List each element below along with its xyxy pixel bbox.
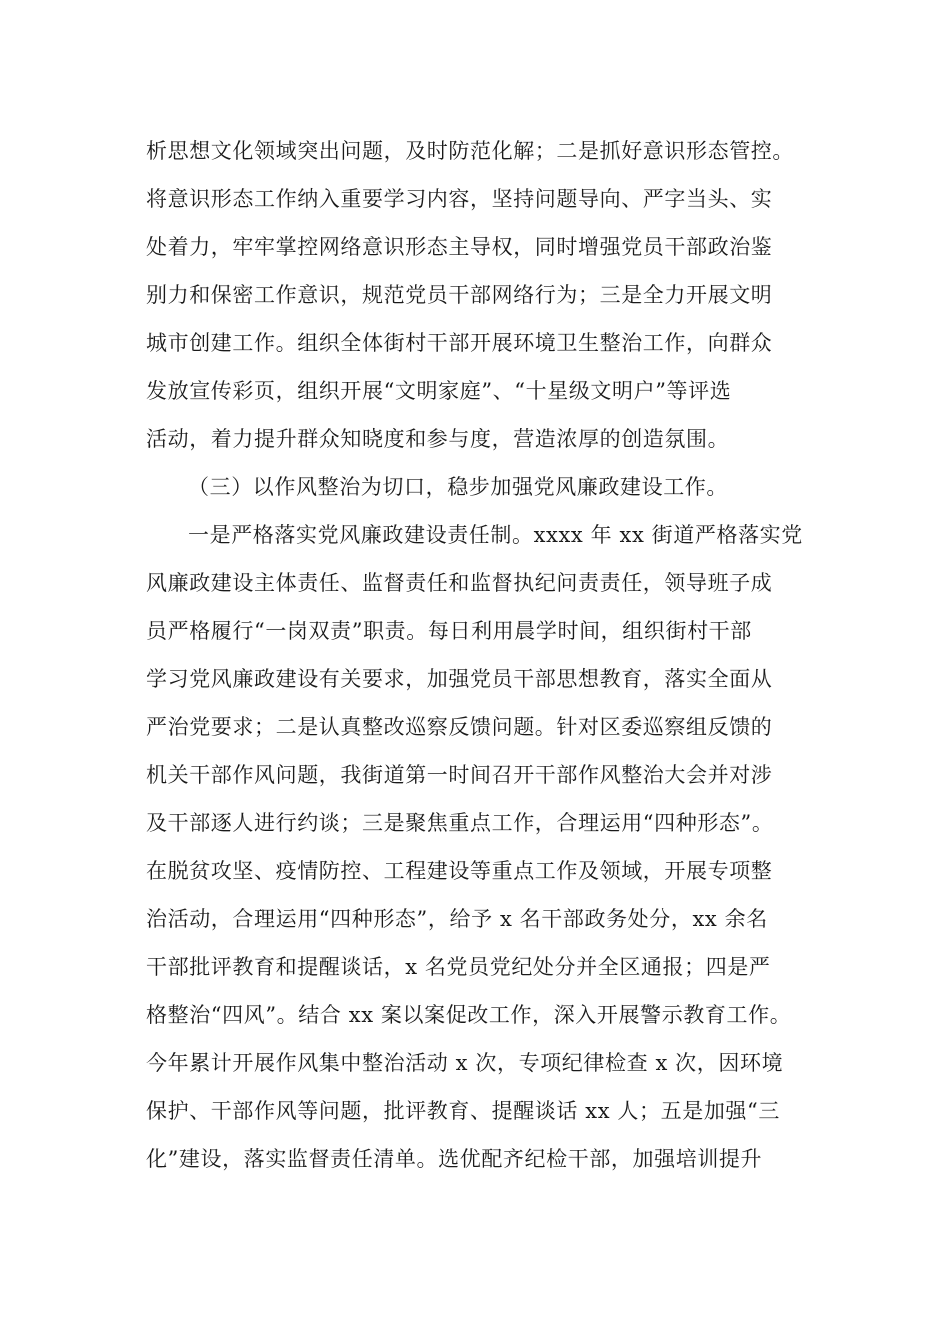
text-line-15: 及干部逐人进行约谈；三是聚焦重点工作，合理运用“四种形态”。 bbox=[146, 811, 774, 835]
text-line-14: 机关干部作风问题，我街道第一时间召开干部作风整治大会并对涉 bbox=[146, 763, 773, 787]
text-line-21: 保护、干部作风等问题，批评教育、提醒谈话 xx 人；五是加强“三 bbox=[146, 1099, 780, 1123]
text-line-5: 城市创建工作。组织全体街村干部开展环境卫生整治工作，向群众 bbox=[146, 331, 773, 355]
text-line-10: 风廉政建设主体责任、监督责任和监督执纪问责责任，领导班子成 bbox=[146, 571, 773, 595]
section-heading: （三）以作风整治为切口，稳步加强党风廉政建设工作。 bbox=[188, 475, 728, 499]
text-line-6: 发放宣传彩页，组织开展“文明家庭”、“十星级文明户”等评选 bbox=[146, 379, 732, 403]
text-line-7: 活动，着力提升群众知晓度和参与度，营造浓厚的创造氛围。 bbox=[146, 427, 730, 451]
text-line-20: 今年累计开展作风集中整治活动 x 次，专项纪律检查 x 次，因环境 bbox=[146, 1051, 784, 1075]
text-line-17: 治活动，合理运用“四种形态”，给予 x 名干部政务处分，xx 余名 bbox=[146, 907, 768, 931]
text-line-1: 析思想文化领域突出问题，及时防范化解；二是抓好意识形态管控。 bbox=[146, 139, 794, 163]
text-line-11: 员严格履行“一岗双责”职责。每日利用晨学时间，组织街村干部 bbox=[146, 619, 752, 643]
text-line-3: 处着力，牢牢掌控网络意识形态主导权，同时增强党员干部政治鉴 bbox=[146, 235, 773, 259]
text-line-16: 在脱贫攻坚、疫情防控、工程建设等重点工作及领域，开展专项整 bbox=[146, 859, 773, 883]
text-line-22: 化”建设，落实监督责任清单。选优配齐纪检干部，加强培训提升 bbox=[146, 1147, 763, 1171]
text-line-2: 将意识形态工作纳入重要学习内容，坚持问题导向、严字当头、实 bbox=[146, 187, 773, 211]
text-line-13: 严治党要求；二是认真整改巡察反馈问题。针对区委巡察组反馈的 bbox=[146, 715, 773, 739]
text-line-9: 一是严格落实党风廉政建设责任制。xxxx 年 xx 街道严格落实党 bbox=[188, 523, 803, 547]
text-line-12: 学习党风廉政建设有关要求，加强党员干部思想教育，落实全面从 bbox=[146, 667, 773, 691]
text-line-4: 别力和保密工作意识，规范党员干部网络行为；三是全力开展文明 bbox=[146, 283, 773, 307]
text-line-19: 格整治“四风”。结合 xx 案以案促改工作，深入开展警示教育工作。 bbox=[146, 1003, 792, 1027]
text-line-18: 干部批评教育和提醒谈话，x 名党员党纪处分并全区通报；四是严 bbox=[146, 955, 771, 979]
